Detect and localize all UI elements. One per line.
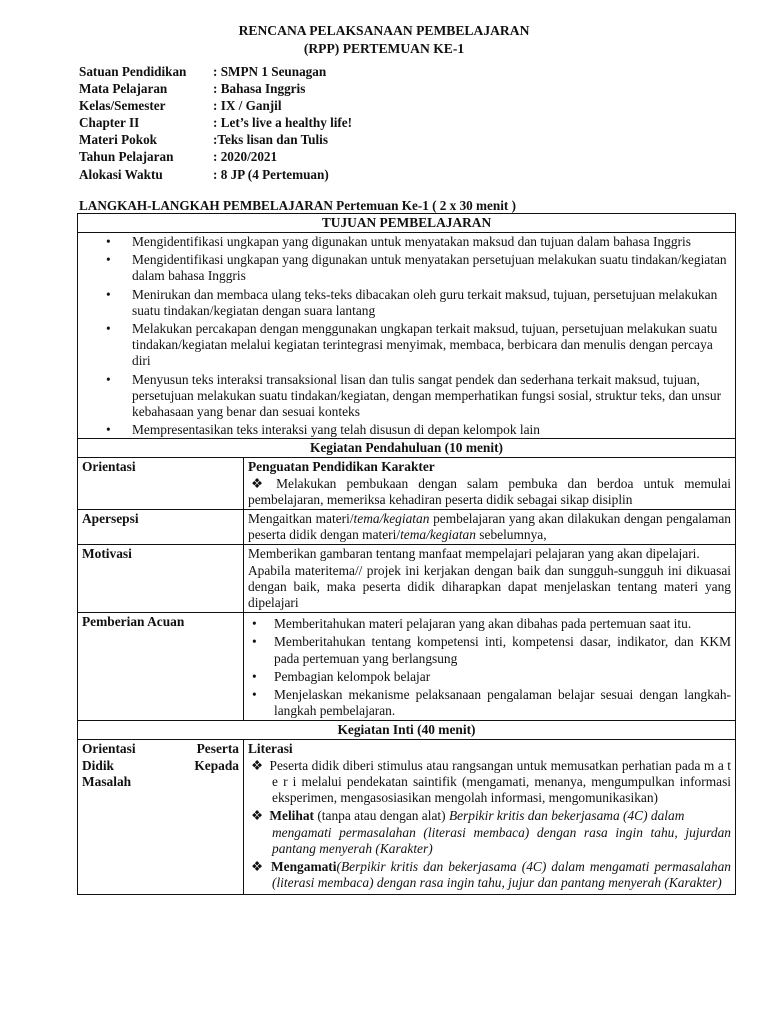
meta-row xyxy=(79,80,352,97)
meta-value: : Bahasa Inggris xyxy=(213,81,306,97)
list-item: • Memberitahukan tentang kompetensi inti, kompetensi dasar, indikator, dan KKM pada pertemuan yang berlangsung xyxy=(274,634,731,666)
list-item: • Pembagian kelompok belajar xyxy=(274,669,731,685)
content-paragraph xyxy=(248,808,731,824)
apersepsi-row xyxy=(78,510,736,545)
content-paragraph: Apabila materitema// projek ini kerjakan dengan baik dan sungguh-sungguh ini dikuasai dengan baik, maka peserta didik diharapkan dapat menjelaskan tentang materi yang dipelajari xyxy=(248,562,731,611)
lesson-steps-table xyxy=(77,213,736,895)
row-content xyxy=(244,740,736,895)
row-label: Motivasi xyxy=(78,545,244,613)
meta-row xyxy=(79,97,352,114)
orientasi-row xyxy=(78,458,736,510)
inti-row xyxy=(78,740,736,895)
inti-header-row xyxy=(78,721,736,740)
diamond-bullet-icon: ❖ xyxy=(250,858,263,874)
acuan-row xyxy=(78,613,736,721)
inti-header: Kegiatan Inti (40 menit) xyxy=(78,721,736,740)
diamond-bullet-icon: ❖ xyxy=(250,757,263,773)
list-item: • Memberitahukan materi pelajaran yang akan dibahas pada pertemuan saat itu. xyxy=(274,616,731,632)
meta-value: : Let’s live a healthy life! xyxy=(213,115,353,131)
list-item: • Melakukan percakapan dengan menggunakan ungkapan terkait maksud, tujuan, persetujuan melakukan suatu tindakan/kegiatan melalui kegiatan terintegrasi menyimak, membaca, berbicara dan menulis dengan percaya diri xyxy=(132,321,731,370)
meta-row xyxy=(79,63,352,80)
list-item: • Mempresentasikan teks interaksi yang telah disusun di depan kelompok lain xyxy=(132,422,731,438)
section-heading: LANGKAH-LANGKAH PEMBELAJARAN Pertemuan Ke-1 ( 2 x 30 menit ) xyxy=(79,198,516,213)
row-content xyxy=(244,545,736,613)
content-text-bold: Melihat xyxy=(269,808,314,824)
content-text: pembelajaran yang akan dilakukan dengan pengalaman peserta didik dengan materi/ xyxy=(248,511,731,543)
tujuan-row xyxy=(78,233,736,439)
diamond-bullet-icon: ❖ xyxy=(250,808,263,824)
meta-value: : SMPN 1 Seunagan xyxy=(213,64,327,79)
meta-key: Chapter II xyxy=(79,115,140,131)
content-heading: Literasi xyxy=(248,741,293,757)
acuan-list xyxy=(248,616,731,719)
meta-value: : 8 JP (4 Pertemuan) xyxy=(213,166,329,182)
meta-value: : 2020/2021 xyxy=(213,149,278,165)
content-paragraph xyxy=(248,476,731,508)
content-text-italic: Berpikir kritis dan bekerjasama (4C) dalam xyxy=(448,808,685,824)
meta-row xyxy=(79,148,352,165)
content-text-bold: Mengamati xyxy=(271,858,337,874)
content-paragraph: mengamati permasalahan (literasi membaca) dengan rasa ingin tahu, jujurdan pantang menyerah (Karakter) xyxy=(272,824,731,856)
content-text-italic: tema/kegiatan xyxy=(400,527,476,543)
tujuan-list xyxy=(82,234,731,438)
content-text: Melakukan pembukaan dengan salam pembuka dan berdoa untuk memulai pembelajaran, memeriksa kehadiran peserta didik sebagai sikap disiplin xyxy=(248,475,731,507)
list-item: • Menirukan dan membaca ulang teks-teks dibacakan oleh guru terkait maksud, tujuan, persetujuan melakukan suatu tindakan/kegiatan dengan suara lantang xyxy=(132,287,731,319)
list-item: • Menyusun teks interaksi transaksional lisan dan tulis sangat pendek dan sederhana terkait maksud, tujuan, persetujuan melakukan suatu tindakan/kegiatan, dengan memperhatikan fungsi sosial, struktur teks, dan unsur kebahasaan yang benar dan sesuai konteks xyxy=(132,372,731,421)
label-word: Masalah xyxy=(82,773,132,789)
content-text-italic: tema/kegiatan xyxy=(353,511,430,527)
meta-key: Materi Pokok xyxy=(79,132,158,148)
tujuan-header: TUJUAN PEMBELAJARAN xyxy=(78,214,736,233)
row-label: Orientasi xyxy=(78,458,244,510)
list-item: • Mengidentifikasi ungkapan yang digunakan untuk menyatakan persetujuan melakukan suatu tindakan/kegiatan dalam bahasa Inggris xyxy=(132,252,731,284)
label-line xyxy=(82,741,239,757)
row-content xyxy=(244,613,736,721)
content-heading: Penguatan Pendidikan Karakter xyxy=(248,459,435,475)
identity-table xyxy=(79,63,352,183)
row-label: Apersepsi xyxy=(78,510,244,545)
list-item: • Mengidentifikasi ungkapan yang digunakan untuk menyatakan maksud dan tujuan dalam bahasa Inggris xyxy=(132,234,731,250)
diamond-bullet-icon: ❖ xyxy=(250,475,263,491)
content-paragraph xyxy=(248,758,731,807)
content-paragraph: Memberikan gambaran tentang manfaat mempelajari pelajaran yang akan dipelajari. xyxy=(248,546,700,562)
meta-key: Tahun Pelajaran xyxy=(79,149,174,165)
motivasi-row xyxy=(78,545,736,613)
content-text-italic: (Berpikir kritis dan bekerjasama (4C) dalam mengamati permasalahan (literasi membaca) dengan rasa ingin tahu, jujur dan pantang menyerah (Karakter) xyxy=(272,858,731,891)
row-label xyxy=(78,740,244,895)
tujuan-cell xyxy=(78,233,736,439)
meta-key: Satuan Pendidikan xyxy=(79,64,187,79)
content-text: (tanpa atau dengan alat) xyxy=(313,808,449,824)
meta-value: :Teks lisan dan Tulis xyxy=(213,132,328,148)
meta-row xyxy=(79,166,352,183)
pendahuluan-header: Kegiatan Pendahuluan (10 menit) xyxy=(78,439,736,458)
row-content xyxy=(244,458,736,510)
row-label: Pemberian Acuan xyxy=(78,613,244,721)
document-title: RENCANA PELAKSANAAN PEMBELAJARAN xyxy=(238,23,530,38)
label-word: Peserta xyxy=(196,741,239,757)
meta-row xyxy=(79,114,352,131)
row-content xyxy=(244,510,736,545)
meta-value: : IX / Ganjil xyxy=(213,98,282,114)
meta-key: Alokasi Waktu xyxy=(79,166,163,182)
content-text: Peserta didik diberi stimulus atau rangsangan untuk memusatkan perhatian pada m a t e r i melalui pendekatan saintifik (mengamati, menanya, mengumpulkan informasi eksperimen, mengasosiasikan mengolah informasi, mengomunikasikan) xyxy=(269,757,731,806)
list-item: • Menjelaskan mekanisme pelaksanaan pengalaman belajar sesuai dengan langkah-langkah pembelajaran. xyxy=(274,687,731,719)
content-text: sebelumnya, xyxy=(475,527,547,543)
label-line xyxy=(82,758,239,774)
meta-row xyxy=(79,131,352,148)
meta-key: Mata Pelajaran xyxy=(79,81,168,97)
document-subtitle: (RPP) PERTEMUAN KE-1 xyxy=(303,41,465,56)
label-word: Orientasi xyxy=(82,741,136,757)
label-word: Kepada xyxy=(194,757,239,773)
label-word: Didik xyxy=(82,757,115,773)
pendahuluan-header-row xyxy=(78,439,736,458)
tujuan-header-row xyxy=(78,214,736,233)
content-text: Mengaitkan materi/ xyxy=(248,511,354,527)
meta-key: Kelas/Semester xyxy=(79,98,166,114)
content-paragraph xyxy=(248,859,731,891)
